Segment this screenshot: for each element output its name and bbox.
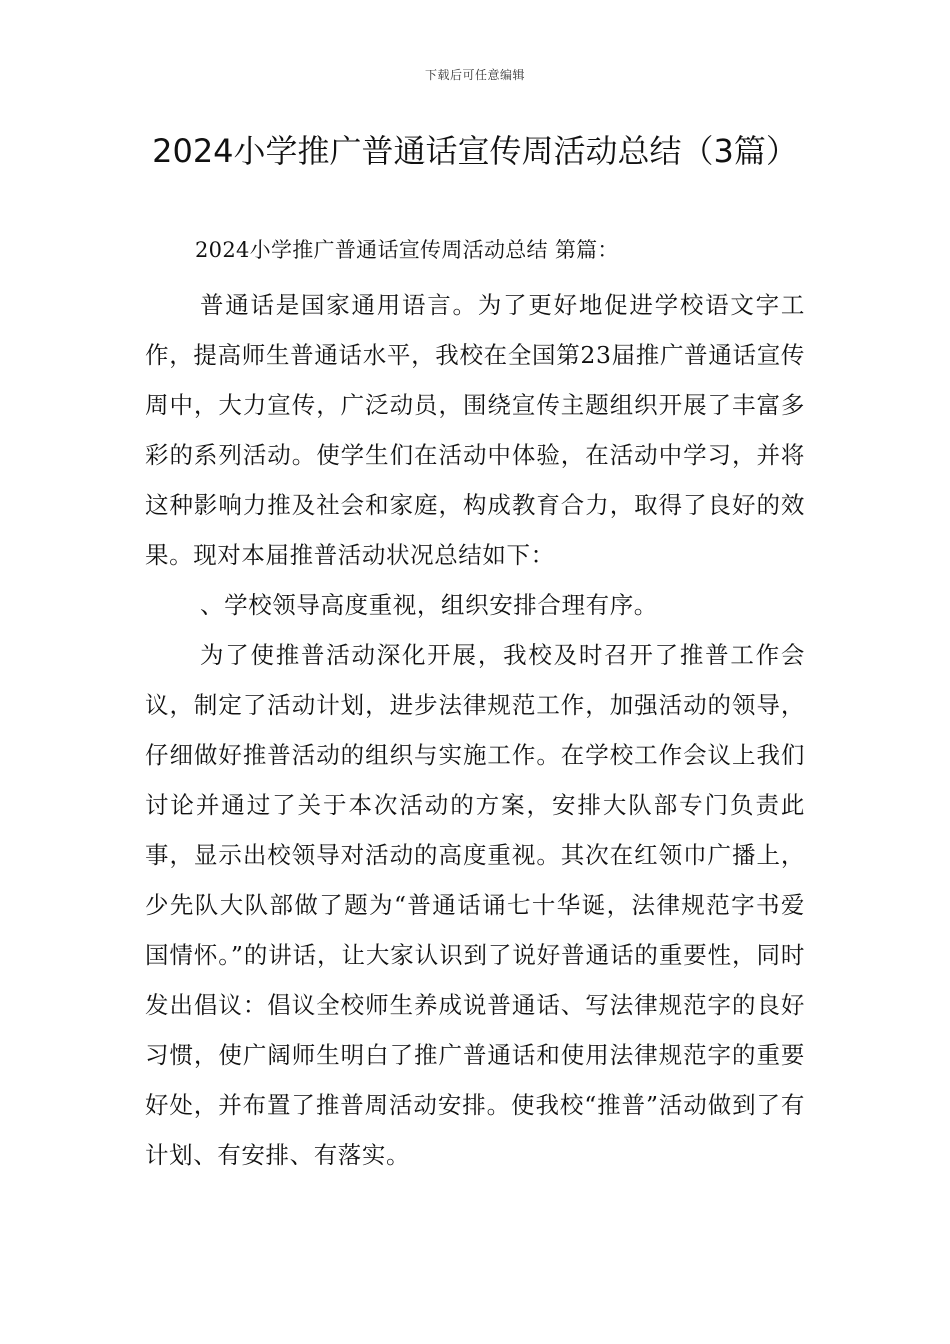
header-note: 下载后可任意编辑 bbox=[424, 68, 525, 82]
body-paragraph-details: 为了使推普活动深化开展，我校及时召开了推普工作会议，制定了活动计划，进步法律规范工作，加强活动的领导，仔细做好推普活动的组织与实施工作。在学校工作会议上我们讨论并通过了关于本次活动的方案，安排大队部专门负责此事，显示出校领导对活动的高度重视。其次在红领巾广播上，少先队大队部做了题为“普通话诵七十华诞，法律规范字书爱国情怀。”的讲话，让大家认识到了说好普通话的重要性，同时发出倡议：倡议全校师生养成说普通话、写法律规范字的良好习惯，使广阔师生明白了推广普通话和使用法律规范字的重要好处，并布置了推普周活动安排。使我校“推普”活动做到了有计划、有安排、有落实。 bbox=[145, 641, 805, 1169]
section-heading: 、学校领导高度重视，组织安排合理有序。 bbox=[200, 591, 658, 619]
document-body bbox=[145, 230, 805, 1180]
body-paragraph-intro: 普通话是国家通用语言。为了更好地促进学校语文字工作，提高师生普通话水平，我校在全国第23届推广普通话宣传周中，大力宣传，广泛动员，围绕宣传主题组织开展了丰富多彩的系列活动。使学生们在活动中体验，在活动中学习，并将这种影响力推及社会和家庭，构成教育合力，取得了良好的效果。现对本届推普活动状况总结如下： bbox=[145, 291, 805, 569]
document-title: 2024小学推广普通话宣传周活动总结（3篇） bbox=[152, 132, 798, 170]
document-subtitle: 2024小学推广普通话宣传周活动总结 第篇： bbox=[195, 238, 619, 262]
